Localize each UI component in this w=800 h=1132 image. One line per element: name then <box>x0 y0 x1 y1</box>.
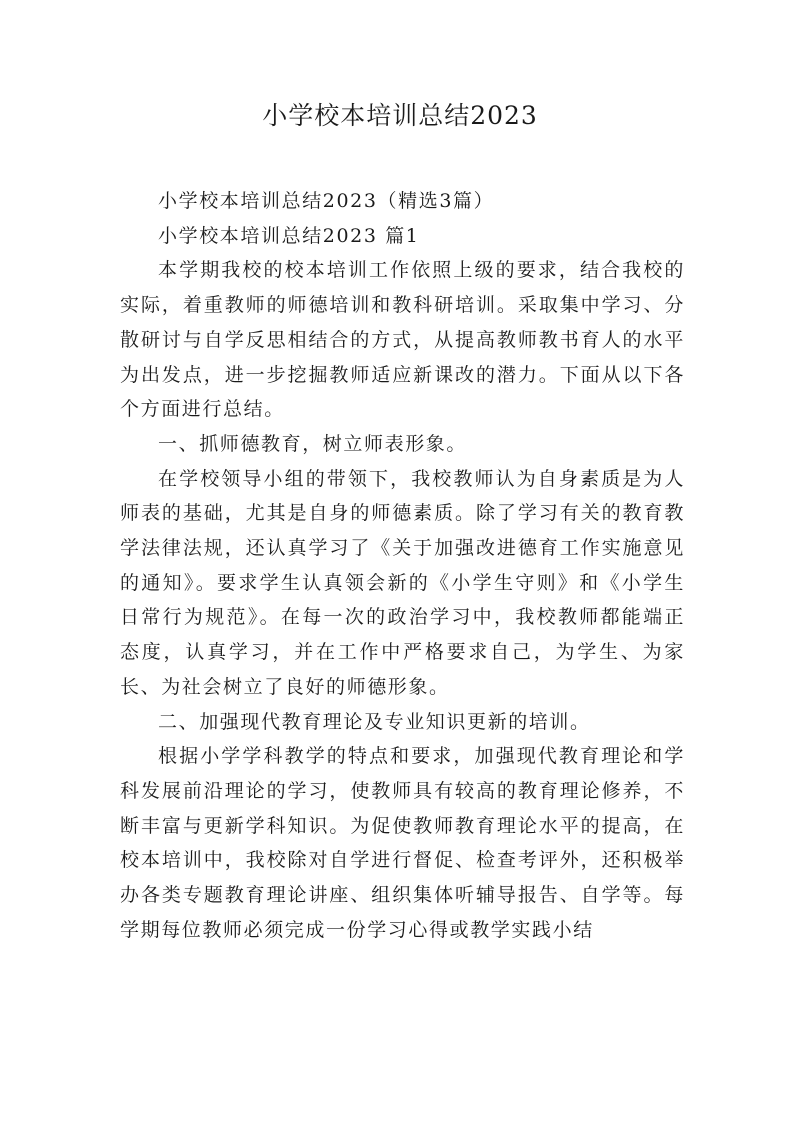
point-heading-1: 一、抓师德教育，树立师表形象。 <box>158 432 468 455</box>
subtitle-line: 小学校本培训总结2023（精选3篇） <box>158 190 495 212</box>
point-heading-2: 二、加强现代教育理论及专业知识更新的培训。 <box>158 710 591 733</box>
body-paragraph: 本学期我校的校本培训工作依照上级的要求，结合我校的实际，着重教师的师德培训和教科研培训。采取集中学习、分散研讨与自学反思相结合的方式，从提高教师教书育人的水平为出发点，进一步挖掘教师适应新课改的潜力。下面从以下各个方面进行总结。 <box>120 259 685 421</box>
body-paragraph: 根据小学学科教学的特点和要求，加强现代教育理论和学科发展前沿理论的学习，使教师具有较高的教育理论修养，不断丰富与更新学科知识。为促使教师教育理论水平的提高，在校本培训中，我校除对自学进行督促、检查考评外，还积极举办各类专题教育理论讲座、组织集体听辅导报告、自学等。每学期每位教师必须完成一份学习心得或教学实践小结 <box>120 745 685 941</box>
document-body <box>120 184 685 947</box>
section-heading: 小学校本培训总结2023 篇1 <box>158 224 420 247</box>
document-title: 小学校本培训总结2023 <box>262 101 538 130</box>
body-paragraph: 在学校领导小组的带领下，我校教师认为自身素质是为人师表的基础，尤其是自身的师德素质。除了学习有关的教育教学法律法规，还认真学习了《关于加强改进德育工作实施意见的通知》。要求学生认真领会新的《小学生守则》和《小学生日常行为规范》。在每一次的政治学习中，我校教师都能端正态度，认真学习，并在工作中严格要求自己，为学生、为家长、为社会树立了良好的师德形象。 <box>120 467 685 698</box>
